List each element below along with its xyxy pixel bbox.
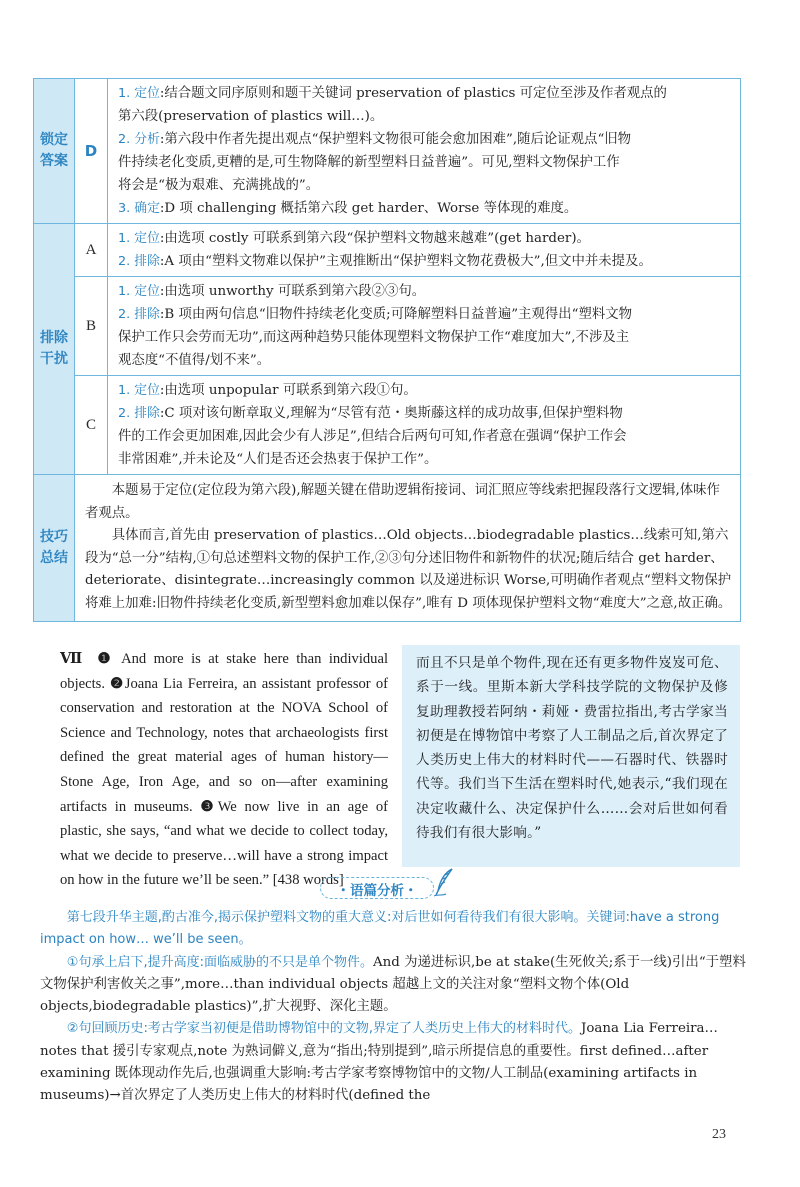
page-number: 23 xyxy=(712,1127,726,1142)
exclude-label: 排除干扰 xyxy=(34,224,75,475)
paragraph-marker: Ⅶ xyxy=(60,651,87,667)
sentence-number: ❸ xyxy=(200,798,218,815)
discourse-analysis xyxy=(40,907,746,1108)
answer-letter: D xyxy=(75,79,108,224)
analysis-paragraph-2: ①句承上启下,提升高度:面临威胁的不只是单个物件。And 为递进标识,be at stake(生死攸关;系于一线)引出“于塑料文物保护利害攸关之事”,more…than individual objects 超越上文的关注对象“塑料文物个体(Old objects,biodegradable plastics)”,扩大视野、深化主题。 xyxy=(40,954,746,1015)
sentence: And more is at stake here than individual objects. xyxy=(60,651,388,692)
option-letter-c: C xyxy=(75,376,108,475)
tips-paragraph: 本题易于定位(定位段为第六段),解题关键在借助逻辑衔接词、词汇照应等线索把握段落行文逻辑,体味作者观点。 xyxy=(85,483,720,521)
option-letter-b: B xyxy=(75,277,108,376)
locked-answer-label: 锁定答案 xyxy=(34,79,75,224)
tips-row xyxy=(34,475,741,622)
heading-text: ・语篇分析・ xyxy=(336,883,418,899)
tips-content xyxy=(75,475,741,622)
option-c-content: 1. 定位:由选项 unpopular 可联系到第六段①句。 2. 排除:C 项对该句断章取义,理解为“尽管有范・奥斯藤这样的成功故事,但保护塑料物 件的工作会更加困难,因此会少有人涉足”,但结合后两句可知,作者意在强调“保护工作会 非常困难”,并未论及“人们是否还会热衷于保护工作”。 xyxy=(108,376,741,475)
exclude-row-c xyxy=(34,376,741,475)
option-b-content: 1. 定位:由选项 unworthy 可联系到第六段②③句。 2. 排除:B 项由两句信息“旧物件持续老化变质;可降解塑料日益普遍”主观得出“塑料文物 保护工作只会劳而无功”,而这两种趋势只能体现塑料文物保护工作“难度加大”,不涉及主 观态度“不值得/划不来”。 xyxy=(108,277,741,376)
section-heading xyxy=(320,877,460,903)
quill-pen-icon xyxy=(432,867,456,897)
option-a-content: 1. 定位:由选项 costly 可联系到第六段“保护塑料文物越来越难”(get harder)。 2. 排除:A 项由“塑料文物难以保护”主观推断出“保护塑料文物花费极大”,但文中并未提及。 xyxy=(108,224,741,277)
reading-passage xyxy=(60,647,388,893)
answer-analysis-table xyxy=(33,78,741,622)
locked-answer-content: 1. 定位:结合题文同序原则和题干关键词 preservation of plastics 可定位至涉及作者观点的 第六段(preservation of plastics will…)。 2. 分析:第六段中作者先提出观点“保护塑料文物很可能会愈加困难”,随后论证观点“旧物 件持续老化变质,更糟的是,可生物降解的新型塑料日益普遍”。可见,塑料文物保护工作 将会是“极为艰难、充满挑战的”。 3. 确定:D 项 challenging 概括第六段 get harder、Worse 等体现的难度。 xyxy=(108,79,741,224)
tips-paragraph: 具体而言,首先由 preservation of plastics…Old objects…biodegradable plastics…线索可知,第六段为“总一分”结构,①句总述塑料文物的保护工作,②③句分述旧物件和新物件的状况;随后结合 get harder、deteriorate、disintegrate…increasingly common 以及递进标识 Worse,可明确作者观点“塑料文物保护将难上加难:旧物件持续老化变质,新型塑料愈加难以保存”,唯有 D 项体现保护塑料文物“难度大”之意,故正确。 xyxy=(85,528,732,611)
analysis-paragraph-1: 第七段升华主题,酌古准今,揭示保护塑料文物的重大意义:对后世如何看待我们有很大影响。关键词:have a strong impact on how… we’ll be seen。 xyxy=(40,910,720,948)
sentence: Joana Lia Ferreira, an assistant professor of conservation and restoration at the NOVA School of Science and Technology, notes that archaeologists first defined the great material ages of human history—Stone Age, Iron Age, and so on—after examining artifacts in museums. xyxy=(60,675,388,815)
locked-answer-row xyxy=(34,79,741,224)
exclude-row-a xyxy=(34,224,741,277)
sentence-number: ❷ xyxy=(110,675,125,692)
sentence-number: ❶ xyxy=(97,651,115,667)
exclude-row-b xyxy=(34,277,741,376)
chinese-translation: 而且不只是单个物件,现在还有更多物件岌岌可危、系于一线。里斯本新大学科技学院的文物保护及修复助理教授若阿纳・莉娅・费雷拉指出,考古学家当初便是在博物馆中考察了人工制品之后,首次界定了人类历史上伟大的材料时代——石器时代、铁器时代等。我们当下生活在塑料时代,她表示,“我们现在决定收藏什么、决定保护什么……会对后世如何看待我们有很大影响。” xyxy=(402,645,740,867)
analysis-paragraph-3: ②句回顾历史:考古学家当初便是借助博物馆中的文物,界定了人类历史上伟大的材料时代。Joana Lia Ferreira…notes that 援引专家观点,note 为熟词僻义,意为“指出;特别提到”,暗示所提信息的重要性。first defined…after examining 既体现动作先后,也强调重大影响:考古学家考察博物馆中的文物/人工制品(examining artifacts in museums)→首次界定了人类历史上伟大的材料时代(defined the xyxy=(40,1021,718,1104)
tips-label: 技巧总结 xyxy=(34,475,75,622)
option-letter-a: A xyxy=(75,224,108,277)
sentence: We now live in an age of plastic, she says, “and what we decide to collect today, what we decide to preserve…will have a strong impact on how in the future we’ll be seen.” [438 words] xyxy=(60,798,388,889)
